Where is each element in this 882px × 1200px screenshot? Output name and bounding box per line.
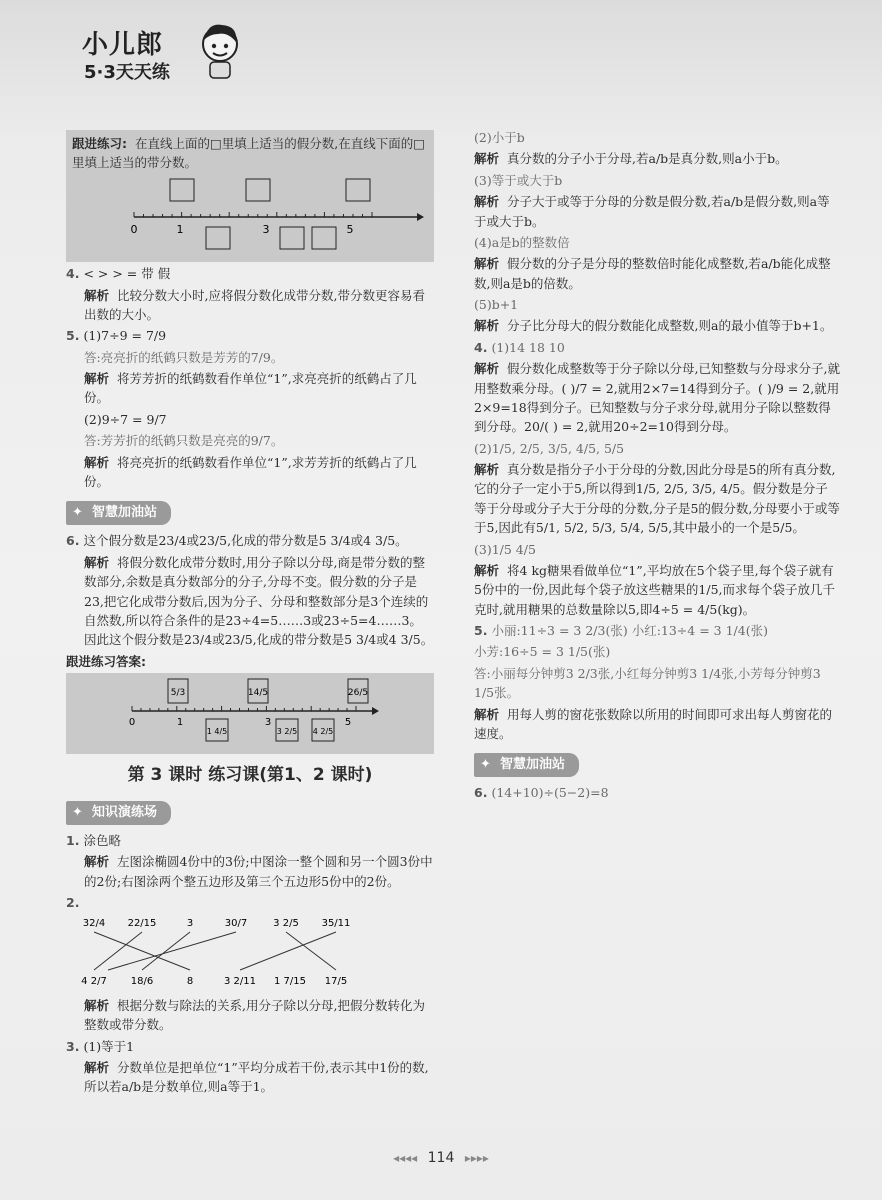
match-bottom-5: 17/5 xyxy=(324,976,348,988)
r4-3-analysis: 将4 kg糖果看做单位“1”,平均放在5个袋子里,每个袋子就有5份中的一份,因此每个袋子放这些糖果的1/5,而求每个袋子放几千克时,就用糖果的总数量除以5,即4÷5 = 4/5(kg)。 xyxy=(474,562,836,617)
follow-text: 在直线上面的□里填上适当的假分数,在直线下面的□里填上适当的带分数。 xyxy=(72,136,426,171)
numberline2-bottom-0: 1 4/5 xyxy=(206,727,228,737)
match-top-5: 35/11 xyxy=(321,918,351,930)
r5-line1: 小丽:11÷3 = 3 2/3(张) 小红:13÷4 = 3 1/4(张) xyxy=(491,623,768,638)
header-logo xyxy=(82,18,242,88)
banner-wisdom-station-1 xyxy=(66,501,171,525)
r5-number: 5. xyxy=(474,623,488,638)
r6-number: 6. xyxy=(474,785,488,801)
right-arrows-icon: ▸▸▸▸ xyxy=(464,1151,489,1165)
r3-2-analysis: 真分数的分子小于分母,若a/b是真分数,则a小于b。 xyxy=(507,151,788,167)
p3-number: 3. xyxy=(66,1038,80,1054)
r4-2-analysis: 真分数是指分子小于分母的分数,因此分母是5的所有真分数,它的分子一定小于5,所以得到1/5, 2/5, 3/5, 4/5。假分数是分子等于分母或分子大于分母的分数,分子是5的假分数,分母要小于或等于5,因此有5/1, 5/2, 5/3, 5/4, 5/5,其中最小的一个是5/5。 xyxy=(474,462,840,536)
banner3-label: 智慧加油站 xyxy=(500,757,566,773)
match-top-1: 22/15 xyxy=(127,918,157,930)
p3-analysis-tag: 解析 xyxy=(84,1059,110,1075)
q5-part1: (1)7÷9 = 7/9 xyxy=(83,328,167,344)
right-column xyxy=(474,128,840,805)
r5-tag: 解析 xyxy=(474,706,500,722)
r3-3-analysis: 分子大于或等于分母的分数是假分数,若a/b是假分数,则a等于或大于b。 xyxy=(474,194,830,229)
q5-number: 5. xyxy=(66,328,80,344)
banner2-label: 知识演练场 xyxy=(92,804,158,820)
p2-number: 2. xyxy=(66,895,80,910)
r4-1-answer: (1)14 18 10 xyxy=(491,339,565,355)
p3-part1: (1)等于1 xyxy=(83,1038,135,1054)
numberline2-label-0: 0 xyxy=(128,717,136,729)
p1-analysis: 左图涂椭圆4份中的3份;中图涂一整个圆和另一个圆3份中的2份;右图涂两个整五边形及第三个五边形5份中的2份。 xyxy=(84,854,433,889)
match-top-4: 3 2/5 xyxy=(273,918,299,930)
numberline2-bottom-1: 3 2/5 xyxy=(276,727,298,737)
numberline1-label-5: 5 xyxy=(346,222,354,236)
match-bottom-0: 4 2/7 xyxy=(81,976,107,988)
r3-4-tag: 解析 xyxy=(474,256,500,272)
q4-number: 4. xyxy=(66,266,80,282)
q4-analysis: 比较分数大小时,应将假分数化成带分数,带分数更容易看出数的大小。 xyxy=(84,287,425,322)
q6-number: 6. xyxy=(66,533,80,549)
q6-answer: 这个假分数是23/4或23/5,化成的带分数是5 3/4或4 3/5。 xyxy=(83,533,408,549)
q5-2-analysis-tag: 解析 xyxy=(84,454,110,470)
page-number: 114 xyxy=(427,1150,455,1166)
star-icon: ✦ xyxy=(72,505,83,521)
number-line-1 xyxy=(72,175,424,253)
match-top-2: 3 xyxy=(186,918,194,930)
r4-1-tag: 解析 xyxy=(474,361,500,377)
q4-analysis-tag: 解析 xyxy=(84,287,110,303)
r4-number: 4. xyxy=(474,339,488,355)
numberline2-label-5: 5 xyxy=(344,717,352,729)
numberline2-top-0: 5/3 xyxy=(170,688,186,699)
q5-1-analysis-tag: 解析 xyxy=(84,371,110,386)
r3-5-analysis: 分子比分母大的假分数能化成整数,则a的最小值等于b+1。 xyxy=(507,318,833,334)
match-bottom-3: 3 2/11 xyxy=(224,976,256,988)
r5-analysis: 用每人剪的窗花张数除以所用的时间即可求出每人剪窗花的速度。 xyxy=(474,706,833,741)
q5-part2-answer: 答:芳芳折的纸鹤只数是亮亮的9/7。 xyxy=(84,433,284,449)
r3-4-answer: (4)a是b的整数倍 xyxy=(474,234,570,250)
r3-5-tag: 解析 xyxy=(474,318,500,334)
p1-number: 1. xyxy=(66,832,80,848)
p1-answer: 涂色略 xyxy=(83,832,121,848)
follow-answer-box xyxy=(66,673,434,754)
star-icon: ✦ xyxy=(72,804,83,820)
r3-2-tag: 解析 xyxy=(474,151,500,167)
q5-part1-answer: 答:亮亮折的纸鹤只数是芳芳的7/9。 xyxy=(84,349,284,365)
follow-title: 跟进练习: xyxy=(72,136,127,151)
q6-analysis-tag: 解析 xyxy=(84,554,110,570)
q5-1-analysis: 将芳芳折的纸鹤数看作单位“1”,求亮亮折的纸鹤占了几份。 xyxy=(84,371,417,406)
match-bottom-4: 1 7/15 xyxy=(274,976,306,988)
numberline1-boxes-bottom xyxy=(206,227,336,249)
r4-2-answer: (2)1/5, 2/5, 3/5, 4/5, 5/5 xyxy=(474,440,625,456)
lesson-title: 第 3 课时 练习课(第1、2 课时) xyxy=(127,765,373,786)
numberline2-top-2: 26/5 xyxy=(347,688,369,699)
r5-line2: 小芳:16÷5 = 3 1/5(张) xyxy=(474,644,611,660)
numberline1-label-3: 3 xyxy=(262,222,270,236)
match-top-0: 32/4 xyxy=(82,918,106,930)
r3-4-analysis: 假分数的分子是分母的整数倍时能化成整数,若a/b能化成整数,则a是b的倍数。 xyxy=(474,256,831,291)
q5-2-analysis: 将亮亮折的纸鹤数看作单位“1”,求芳芳折的纸鹤占了几份。 xyxy=(84,454,417,489)
match-top-3: 30/7 xyxy=(224,918,248,930)
r3-3-answer: (3)等于或大于b xyxy=(474,172,563,188)
numberline2-label-1: 1 xyxy=(176,717,184,729)
r5-answer: 答:小丽每分钟剪3 2/3张,小红每分钟剪3 1/4张,小芳每分钟剪3 1/5张。 xyxy=(474,665,821,701)
r3-5-answer: (5)b+1 xyxy=(474,297,519,312)
r3-3-tag: 解析 xyxy=(474,194,500,210)
numberline1-label-0: 0 xyxy=(130,222,138,236)
logo-title: 小儿郎 xyxy=(82,30,164,60)
matching-diagram xyxy=(80,914,420,990)
follow-practice-box xyxy=(66,130,434,262)
number-line-2 xyxy=(72,677,424,745)
numberline2-label-3: 3 xyxy=(264,717,272,729)
q4-answer: < > > = 带 假 xyxy=(83,266,171,282)
r6-answer: (14+10)÷(5−2)=8 xyxy=(491,785,609,801)
star-icon: ✦ xyxy=(480,757,491,773)
p2-analysis: 根据分数与除法的关系,用分子除以分母,把假分数转化为整数或带分数。 xyxy=(84,997,425,1033)
banner-knowledge-practice xyxy=(66,801,171,825)
numberline2-bottom-2: 4 2/5 xyxy=(312,727,334,737)
p2-analysis-tag: 解析 xyxy=(84,997,110,1013)
p1-analysis-tag: 解析 xyxy=(84,854,110,870)
numberline1-label-1: 1 xyxy=(176,222,184,236)
p3-analysis: 分数单位是把单位“1”平均分成若干份,表示其中1份的数,所以若a/b是分数单位,则a等于1。 xyxy=(84,1059,429,1095)
r4-3-answer: (3)1/5 4/5 xyxy=(474,541,536,557)
r3-2-answer: (2)小于b xyxy=(474,130,525,145)
numberline1-boxes-top xyxy=(170,179,370,201)
left-column xyxy=(66,128,434,1099)
match-bottom-2: 8 xyxy=(186,976,194,988)
r4-2-tag: 解析 xyxy=(474,462,500,477)
mascot-icon xyxy=(198,20,242,80)
numberline2-top-1: 14/5 xyxy=(247,688,269,699)
q6-analysis: 将假分数化成带分数时,用分子除以分母,商是带分数的整数部分,余数是真分数部分的分子,分母不变。假分数的分子是23,把它化成带分数后,因为分子、分母和整数部分是3个连续的自然数,所以符合条件的是23÷4=5……3或23÷5=4……3。因此这个假分数是23/4或23/5,化成的带分数是5 3/4或4 3/5。 xyxy=(84,554,434,648)
logo-subtitle: 5·3天天练 xyxy=(84,62,170,83)
banner-wisdom-station-2 xyxy=(474,753,579,777)
r4-3-tag: 解析 xyxy=(474,562,500,578)
q5-part2: (2)9÷7 = 9/7 xyxy=(84,411,167,427)
left-arrows-icon: ◂◂◂◂ xyxy=(393,1151,418,1165)
page-footer xyxy=(0,1150,882,1166)
r4-1-analysis: 假分数化成整数等于分子除以分母,已知整数与分母求分子,就用整数乘分母。( )/7 = 2,就用2×7=14得到分子。( )/9 = 2,就用2×9=18得到分子。已知整数与分子求分母,就用分子除以整数得到分母。20/( ) = 2,就用20÷2=10得到分母。 xyxy=(474,361,840,435)
follow-answer-title: 跟进练习答案: xyxy=(66,653,146,669)
match-bottom-1: 18/6 xyxy=(130,976,154,988)
banner1-label: 智慧加油站 xyxy=(92,505,158,521)
